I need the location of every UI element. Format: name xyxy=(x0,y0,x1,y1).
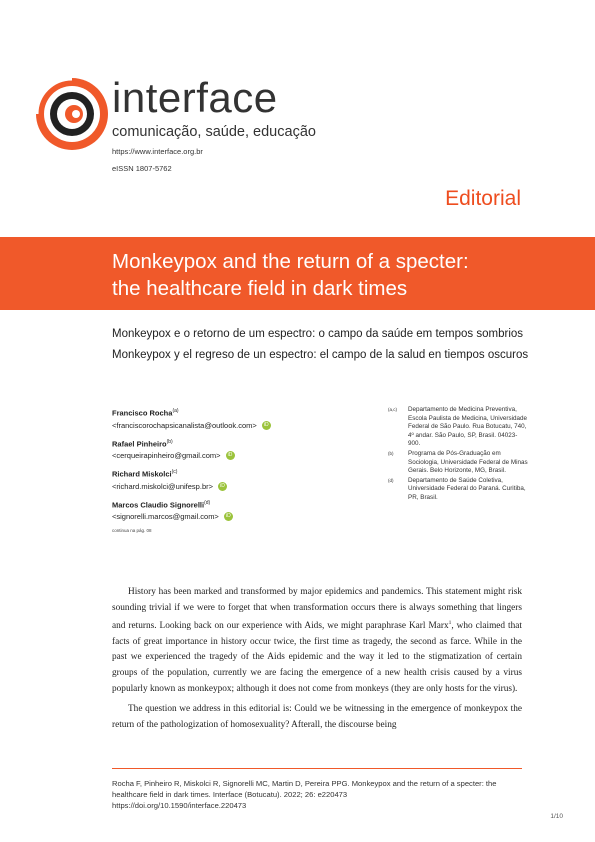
author-entry xyxy=(112,498,402,524)
title-portuguese: Monkeypox e o retorno de um espectro: o campo da saúde em tempos sombrios xyxy=(112,328,524,340)
author-email-link[interactable]: <cerqueirapinheiro@gmail.com> xyxy=(112,451,221,460)
author-name: Richard Miskolci xyxy=(112,469,172,479)
article-title-line-2: the healthcare field in dark times xyxy=(112,277,408,300)
orcid-icon[interactable]: iD xyxy=(226,451,235,460)
orcid-icon[interactable]: iD xyxy=(218,482,227,491)
author-entry xyxy=(112,467,402,493)
author-name: Rafael Pinheiro xyxy=(112,439,167,448)
affiliation-mark: (d) xyxy=(388,477,394,483)
author-mark: (c) xyxy=(171,469,178,475)
author-mark: (a) xyxy=(172,408,179,414)
reference-marker[interactable]: 1 xyxy=(448,620,452,627)
section-label: Editorial xyxy=(445,187,521,210)
logo-tagline: comunicação, saúde, educação xyxy=(112,124,316,140)
body-paragraph-2: The question we address in this editorial is: Could we be witnessing in the emergence of monkeypox the return of the pathologization of homosexuality? Afterall, the discourse being xyxy=(112,704,522,730)
author-mark: (b) xyxy=(166,438,173,445)
orcid-icon[interactable]: iD xyxy=(224,512,233,521)
author-email-link[interactable]: <richard.miskolci@unifesp.br> xyxy=(112,481,213,491)
affiliation-item xyxy=(388,477,528,503)
doi-link[interactable]: https://doi.org/10.1590/interface.220473 xyxy=(112,801,247,810)
journal-url-link[interactable]: https://www.interface.org.br xyxy=(112,147,203,156)
author-email-link[interactable]: <signorelli.marcos@gmail.com> xyxy=(112,512,219,521)
affiliation-mark: (a,c) xyxy=(388,407,397,412)
footer-divider xyxy=(112,768,522,769)
interface-logo-spiral-icon xyxy=(32,74,112,154)
article-title-line-1: Monkeypox and the return of a specter: xyxy=(112,250,469,273)
affiliation-mark: (b) xyxy=(388,450,394,456)
affiliation-item xyxy=(388,406,528,449)
affiliation-text: Departamento de Saúde Coletiva, Universidade Federal do Paraná. Curitiba, PR, Brasil. xyxy=(408,476,526,501)
page-number: 1/10 xyxy=(550,813,563,820)
affiliation-text: Departamento de Medicina Preventiva, Escola Paulista de Medicina, Universidade Federal de São Paulo. Rua Botucatu, 740, 4º andar. São Paulo, SP, Brasil. 04023-900. xyxy=(408,406,528,448)
journal-issn: eISSN 1807-5762 xyxy=(112,164,172,173)
author-mark: (d) xyxy=(204,499,211,506)
orcid-icon[interactable]: iD xyxy=(262,421,271,430)
author-name: Francisco Rocha xyxy=(112,408,173,418)
affiliation-list xyxy=(388,406,528,504)
author-entry xyxy=(112,437,402,463)
citation-text: Rocha F, Pinheiro R, Miskolci R, Signorelli MC, Martin D, Pereira PPG. Monkeypox and the return of a specter: the healthcare field in dark times. Interface (Botucatu). 2022; 26: e220473 xyxy=(112,779,497,799)
author-email-link[interactable]: <franciscorochapsicanalista@outlook.com> xyxy=(112,420,257,430)
continues-note: continua na pág. 08 xyxy=(112,528,152,533)
body-paragraph-1: History has been marked and transformed by major epidemics and pandemics. This statement might risk sounding trivial if we were to forget that when transformation occurs there is always something that lingers and returns. Looking back on our experience with Aids, we might paraphrase Karl Marx$^1$, who claimed that facts of great importance in history occur twice, the first time as tragedy, the second as farce. While in the past we experienced the tragedy of the Aids epidemic and the way it led to the stigmatization of certain groups of the population, currently we are facing the emergence of a new health crisis caused by a virus popularly known as monkeypox; although it does not come from monkeys (they are only hosts for the virus). xyxy=(112,587,522,694)
author-name: Marcos Claudio Signorelli xyxy=(112,500,205,509)
citation-block xyxy=(112,778,532,811)
affiliation-item xyxy=(388,450,528,476)
affiliation-text: Programa de Pós-Graduação em Sociologia, Universidade Federal de Minas Gerais. Belo Horizonte, MG, Brasil. xyxy=(408,449,528,475)
author-list xyxy=(112,406,402,533)
editorial-body xyxy=(112,585,522,738)
author-entry xyxy=(112,406,402,432)
logo-wordmark: interface xyxy=(112,74,278,121)
article-title xyxy=(112,248,572,302)
title-banner xyxy=(0,237,595,310)
title-spanish: Monkeypox y el regreso de un espectro: el campo de la salud en tiempos oscuros xyxy=(112,349,529,361)
